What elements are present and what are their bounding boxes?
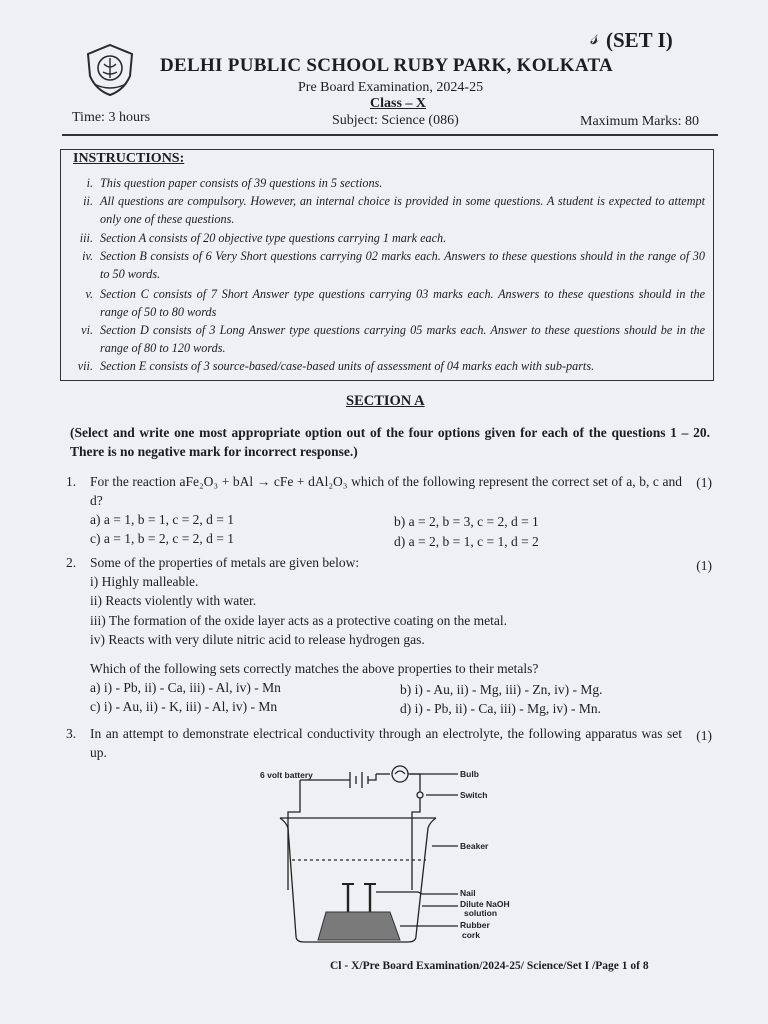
label-nail: Nail — [460, 888, 476, 898]
question-number: 2. — [66, 555, 77, 570]
school-name: DELHI PUBLIC SCHOOL RUBY PARK, KOLKATA — [160, 55, 614, 76]
label-solution-line2: solution — [464, 908, 498, 918]
subject-label: Subject: Science (086) — [332, 113, 459, 128]
max-marks-label: Maximum Marks: 80 — [580, 114, 699, 129]
instruction-number: iii. — [79, 231, 93, 245]
exam-name: Pre Board Examination, 2024-25 — [298, 80, 484, 95]
class-label: Class – X — [370, 96, 427, 111]
electrolysis-apparatus-diagram — [240, 760, 510, 952]
option-b: b) i) - Au, ii) - Mg, iii) - Zn, iv) - Mg. — [400, 682, 603, 697]
label-switch: Switch — [460, 790, 488, 800]
option-c: c) a = 1, b = 2, c = 2, d = 1 — [90, 531, 235, 546]
instruction-text: Section A consists of 20 objective type questions carrying 1 mark each. — [100, 231, 447, 245]
label-cork-line2: cork — [462, 930, 480, 940]
question-number: 1. — [66, 474, 77, 489]
question-marks: (1) — [696, 475, 712, 490]
instruction-text: This question paper consists of 39 questions in 5 sections. — [100, 176, 383, 190]
instruction-text: Section D consists of 3 Long Answer type questions carrying 05 marks each. Answer to these questions should be in the range of 80 to 120 words. — [100, 323, 705, 355]
instruction-number: i. — [86, 176, 93, 190]
label-battery: 6 volt battery — [260, 770, 313, 780]
instruction-text: Section B consists of 6 Very Short questions carrying 02 marks each. Answers to these questions should in the range of 30 to 50 words. — [100, 249, 705, 281]
label-beaker: Beaker — [460, 841, 489, 851]
question-prompt: Which of the following sets correctly matches the above properties to their metals? — [90, 661, 539, 676]
property-item: iv) Reacts with very dilute nitric acid to release hydrogen gas. — [90, 632, 425, 647]
instructions-heading: INSTRUCTIONS: — [73, 151, 185, 166]
question-text: For the reaction aFe₂O₃ + bAl → cFe + dAl₂O₃ which of the following represent the correct set of a, b, c and d? — [90, 474, 682, 508]
set-label: (SET I) — [606, 28, 673, 52]
school-crest-icon — [84, 42, 136, 98]
instruction-number: v. — [85, 287, 93, 301]
time-label: Time: 3 hours — [72, 110, 151, 125]
page-footer: Cl - X/Pre Board Examination/2024-25/ Science/Set I /Page 1 of 8 — [330, 960, 649, 972]
question-text: Some of the properties of metals are given below: — [90, 555, 360, 570]
handwritten-mark: 𝓈 — [590, 24, 599, 49]
question-number: 3. — [66, 726, 77, 741]
instruction-text: Section E consists of 3 source-based/case-based units of assessment of 04 marks each with sub-parts. — [100, 359, 595, 373]
section-a-title: SECTION A — [346, 393, 425, 409]
section-a-instruction: (Select and write one most appropriate option out of the four options given for each of the questions 1 – 20. There is no negative mark for incorrect response.) — [70, 425, 710, 459]
question-marks: (1) — [696, 728, 712, 743]
option-d: d) a = 2, b = 1, c = 1, d = 2 — [394, 534, 539, 549]
instruction-number: vi. — [81, 323, 93, 337]
instruction-number: vii. — [77, 359, 93, 373]
instruction-text: Section C consists of 7 Short Answer type questions carrying 03 marks each. Answers to these questions should in the range of 50 to 80 words — [100, 287, 705, 319]
instruction-text: All questions are compulsory. However, an internal choice is provided in some questions. A student is expected to attempt only one of these questions. — [100, 194, 705, 226]
question-text: In an attempt to demonstrate electrical conductivity through an electrolyte, the following apparatus was set up. — [90, 726, 682, 760]
option-d: d) i) - Pb, ii) - Ca, iii) - Mg, iv) - Mn. — [400, 701, 601, 716]
property-item: ii) Reacts violently with water. — [90, 593, 257, 608]
label-solution-line1: Dilute NaOH — [460, 899, 510, 909]
option-a: a) a = 1, b = 1, c = 2, d = 1 — [90, 512, 235, 527]
option-c: c) i) - Au, ii) - K, iii) - Al, iv) - Mn — [90, 699, 278, 714]
label-bulb: Bulb — [460, 769, 479, 779]
instruction-number: ii. — [83, 194, 93, 208]
header-divider — [62, 134, 718, 136]
instruction-number: iv. — [82, 249, 93, 263]
option-a: a) i) - Pb, ii) - Ca, iii) - Al, iv) - Mn — [90, 680, 281, 695]
property-item: iii) The formation of the oxide layer acts as a protective coating on the metal. — [90, 613, 507, 628]
label-cork-line1: Rubber — [460, 920, 490, 930]
question-marks: (1) — [696, 558, 712, 573]
option-b: b) a = 2, b = 3, c = 2, d = 1 — [394, 514, 539, 529]
property-item: i) Highly malleable. — [90, 574, 199, 589]
